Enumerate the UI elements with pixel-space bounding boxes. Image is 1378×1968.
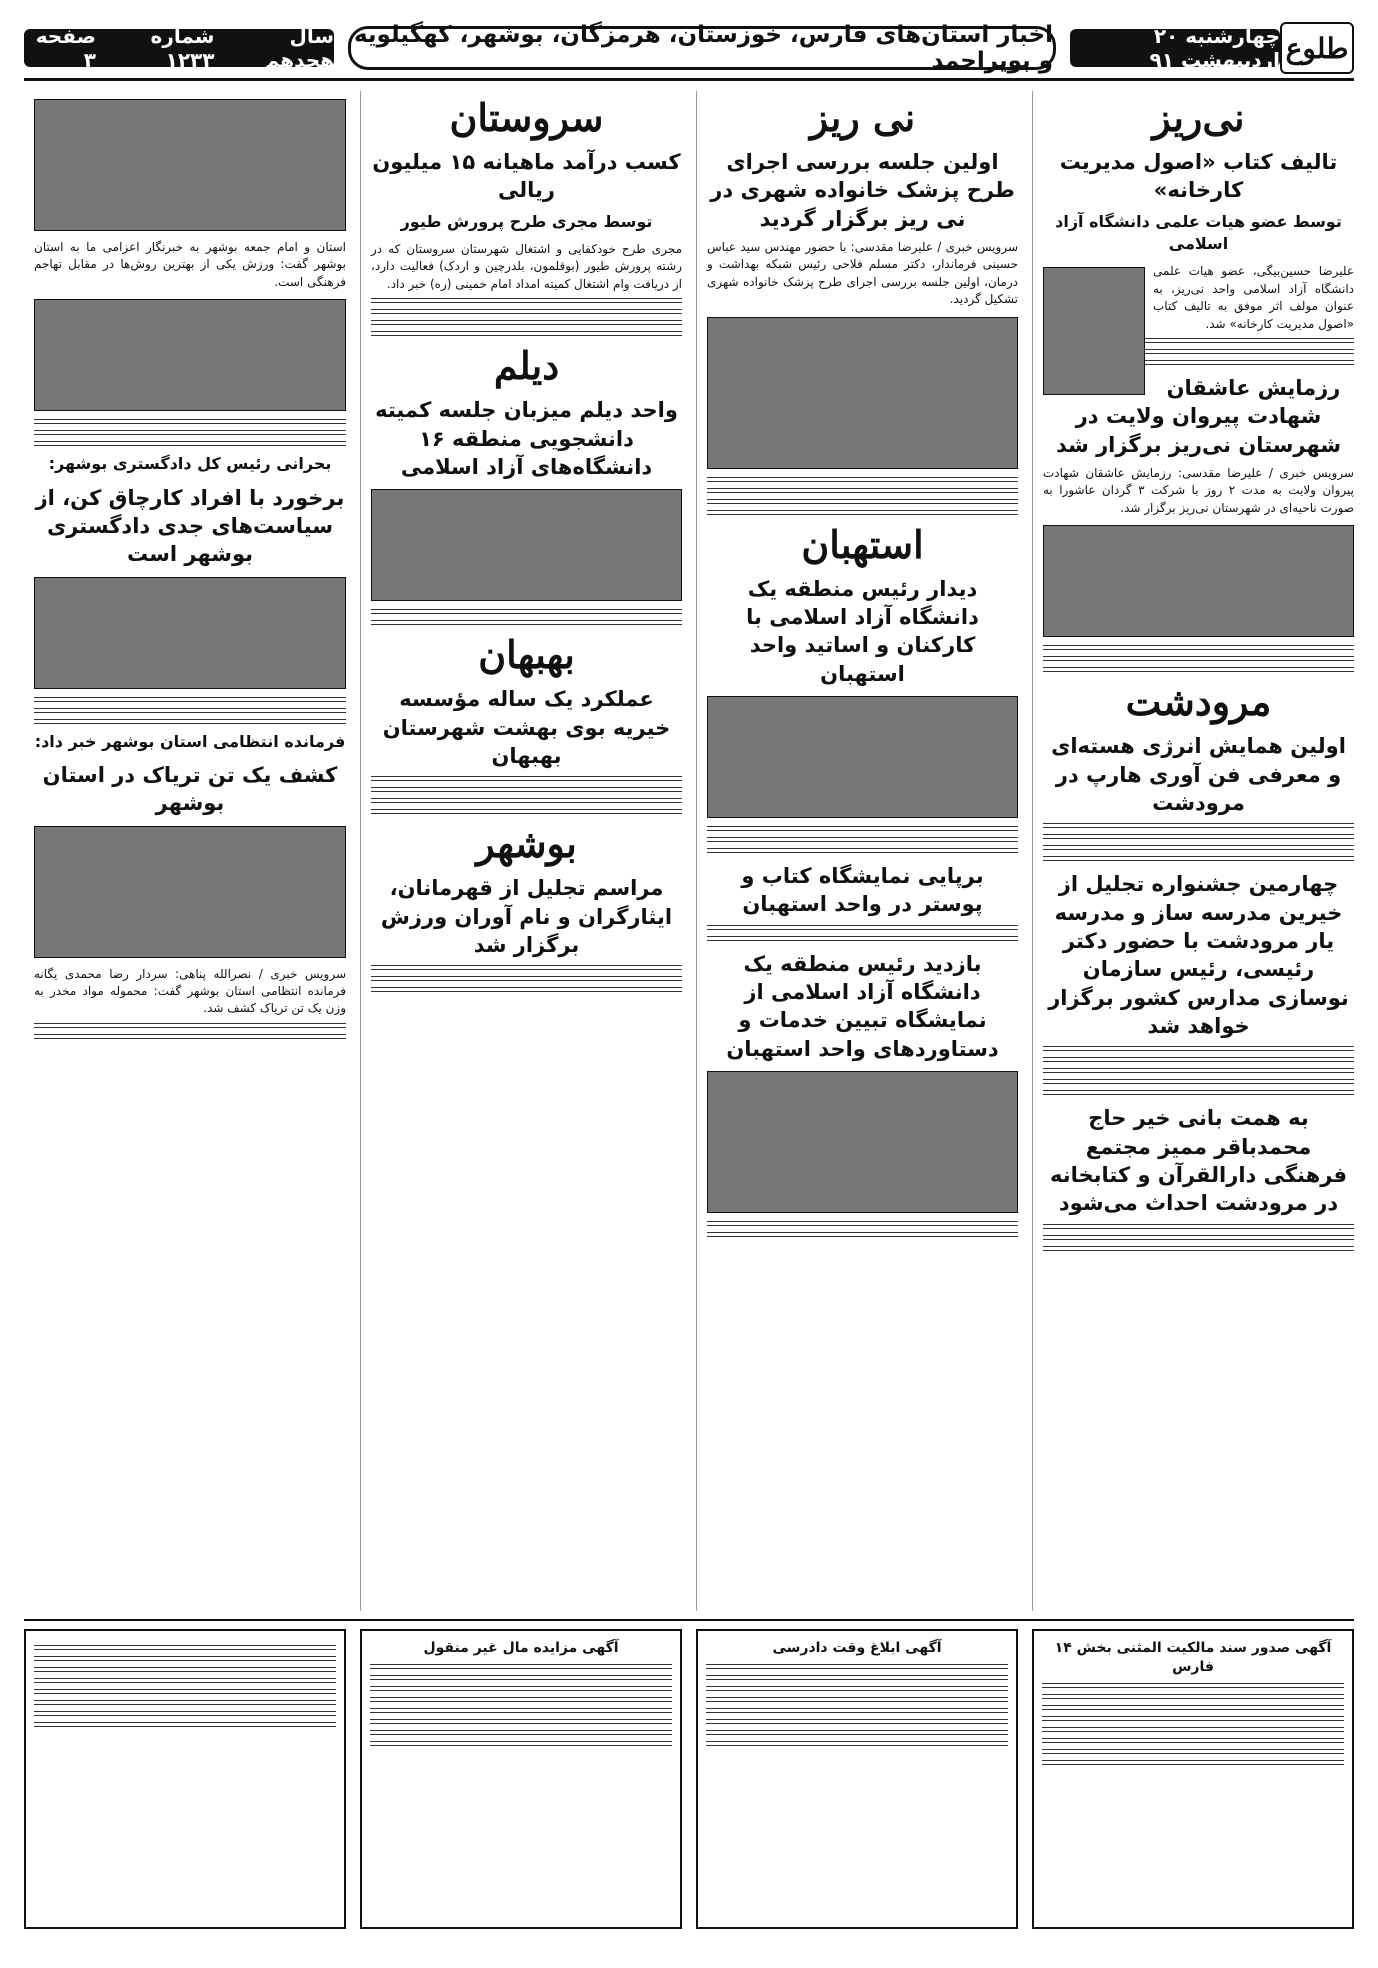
column-neyriz-estahban (696, 91, 1018, 1611)
court-notice-ad (696, 1629, 1018, 1929)
page-number: صفحه ۳ (35, 24, 96, 72)
book-exhibition-headline: برپایی نمایشگاه کتاب و پوستر در واحد استهبان (741, 863, 984, 917)
book-headline: تالیف کتاب «اصول مدیریت کارخانه» (1059, 150, 1338, 203)
regional-news-title: اخبار استان‌های فارس، خوزستان، هرمزگان، بوشهر، کهگیلویه و بویراحمد (348, 26, 1056, 70)
year-label: سال هجدهم (264, 24, 334, 72)
section-bushehr: بوشهر (476, 821, 577, 867)
quran-center-headline: به همت بانی خیر حاج محمدباقر ممیز مجتمع فرهنگی دارالقرآن و کتابخانه در مرودشت احداث می‌شود (1049, 1106, 1348, 1216)
exhibition-visit-headline: بازدید رئیس منطقه یک دانشگاه آزاد اسلامی از نمایشگاه تبیین خدمات و دستاوردهای واحد استهبان (726, 951, 999, 1061)
column-bushehr (24, 91, 346, 1611)
court-notice-ad-title: آگهی ابلاغ وقت دادرسی (772, 1640, 942, 1656)
auction-ad (360, 1629, 682, 1929)
justice-photo (34, 577, 346, 689)
family-doctor-text: سرویس خبری / علیرضا مقدسی: با حضور مهندس سید عباس حسینی فرماندار، دکتر مسلم فلاحی رئیس شبکه بهداشت و درمان، اولین جلسه بررسی اجرای طرح پزشک خانواده شهری تشکیل گردید. (707, 240, 1018, 307)
university-visit-headline: دیدار رئیس منطقه یک دانشگاه آزاد اسلامی با کارکنان و اساتید واحد استهبان (746, 576, 979, 686)
justice-chief-label: بحرانی رئیس کل دادگستری بوشهر: (48, 454, 332, 474)
schools-headline: چهارمین جشنواره تجلیل از خیرین مدرسه ساز و مدرسه یار مرودشت با حضور دکتر رئیسی، رئیس سازمان نوسازی مدارس کشور برگزار خواهد شد (1048, 872, 1349, 1038)
charity-headline: عملکرد یک ساله مؤسسه خیریه بوی بهشت شهرستان بهبهان (382, 687, 671, 768)
opium-headline: کشف یک تن تریاک در استان بوشهر (42, 762, 338, 816)
issue-info (24, 24, 334, 72)
book-text: علیرضا حسین‌بیگی، عضو هیات علمی دانشگاه آزاد اسلامی واحد نی‌ریز، به عنوان مولف اثر موفق به تالیف کتاب «اصول مدیریت کارخانه» شد. (1153, 264, 1354, 331)
committee-photo (371, 489, 682, 601)
section-neyriz-2: نی ریز (809, 95, 916, 140)
maneuver-photo (1043, 525, 1354, 637)
nuclear-headline: اولین همایش انرژی هسته‌ای و معرفی فن آوری هارپ در مرودشت (1051, 734, 1346, 815)
exhibition-photo (707, 1071, 1018, 1213)
section-behbahan: بهبهان (478, 632, 575, 678)
section-sarvestan: سروستان (449, 95, 604, 140)
section-marvdasht: مرودشت (1125, 679, 1272, 725)
income-headline: کسب درآمد ماهیانه ۱۵ میلیون ریالی (372, 150, 681, 203)
justice-headline: برخورد با افراد کارچاق کن، از سیاست‌های جدی دادگستری بوشهر است (35, 485, 345, 567)
maneuver-text: سرویس خبری / علیرضا مقدسی: رزمایش عاشقان شهادت پیروان ولایت به مدت ۲ روز با شرکت ۳ گردان عاشورا به صورت ناحیه‌ای در شهرستان نی‌ریز برگزار شد. (1043, 466, 1354, 515)
section-estahban: استهبان (801, 521, 924, 567)
issue-number: شماره ۱۲۳۳ (150, 24, 215, 72)
book-subhead: توسط عضو هیات علمی دانشگاه آزاد اسلامی (1055, 211, 1342, 254)
property-deed-ad-title: آگهی صدور سند مالکیت المثنی بخش ۱۴ فارس (1054, 1640, 1332, 1675)
poultry-text: مجری طرح خودکفایی و اشتغال شهرستان سروستان که در رشته پرورش طیور (بوقلمون، بلدرچین و اردک) فعالیت دارد، از دریافت وام اشتغال کمیته امداد امام خمینی (ره) خبر داد. (371, 242, 682, 291)
meeting-photo (707, 317, 1018, 469)
maneuver-headline: رزمایش عاشقان شهادت پیروان ولایت در شهرستان نی‌ریز برگزار شد (1055, 376, 1341, 457)
auction-ad-title: آگهی مزایده مال غیر منقول (423, 1640, 619, 1656)
section-deylam: دیلم (493, 343, 560, 389)
news-columns (24, 91, 1354, 1611)
author-photo (1043, 267, 1145, 395)
police-photo (34, 826, 346, 958)
police-chief-label: فرمانده انتظامی استان بوشهر خبر داد: (34, 731, 346, 751)
classified-ads (24, 1619, 1354, 1929)
publication-date: چهارشنبه ۲۰ اردیبهشت ۹۱ (1070, 29, 1280, 67)
property-deed-ad (1032, 1629, 1354, 1929)
opium-text: سرویس خبری / نصرالله پناهی: سردار رضا محمدی یگانه فرمانده انتظامی استان بوشهر گفت: محموله مواد مخدر به وزن یک تن تریاک کشف شد. (34, 966, 346, 1016)
sport-text: استان و امام جمعه بوشهر به خبرنگار اعزامی ما به استان بوشهر گفت: ورزش یکی از بهترین روش‌ها در مقابل تهاجم فرهنگی است. (34, 240, 346, 289)
newspaper-logo: طلوع (1280, 22, 1354, 74)
officials-photo (34, 99, 346, 231)
masthead (24, 18, 1354, 81)
student-committee-headline: واحد دیلم میزبان جلسه کمیته دانشجویی منطقه ۱۶ دانشگاه‌های آزاد اسلامی (375, 398, 678, 479)
university-photo (707, 696, 1018, 818)
poultry-subhead: توسط مجری طرح پرورش طیور (400, 211, 653, 231)
column-sarvestan-bushehr (360, 91, 682, 1611)
sports-heroes-headline: مراسم تجلیل از قهرمانان، ایثارگران و نام آوران ورزش برگزار شد (380, 876, 673, 957)
section-neyriz: نی‌ریز (1152, 95, 1245, 140)
family-doctor-headline: اولین جلسه بررسی اجرای طرح پزشک خانواده شهری در نی ریز برگزار گردید (710, 150, 1015, 231)
column-neyriz-marvdasht (1032, 91, 1354, 1611)
blank-ad (24, 1629, 346, 1929)
interview-photo (34, 299, 346, 411)
